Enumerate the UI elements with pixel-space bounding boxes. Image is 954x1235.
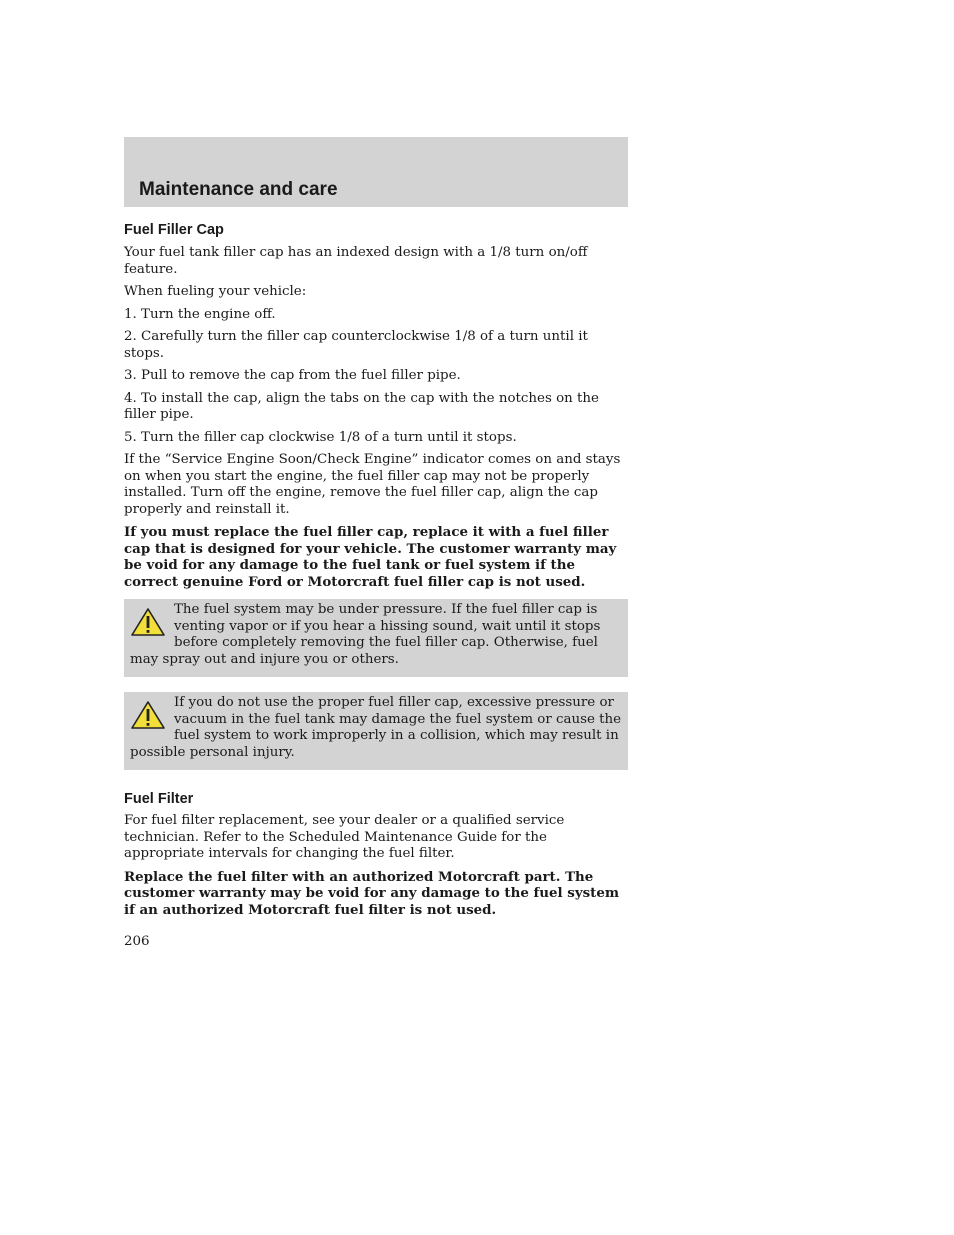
list-item: 4. To install the cap, align the tabs on the cap with the notches on the filler pipe. [124, 390, 599, 422]
warning-triangle-icon [130, 607, 166, 637]
warning-box-pressure [124, 599, 628, 677]
list-item: 1. Turn the engine off. [124, 306, 276, 322]
manual-page [124, 137, 628, 949]
when-fueling-paragraph: When fueling your vehicle: [124, 284, 307, 299]
page-number: 206 [124, 934, 150, 949]
warning-triangle-icon [130, 700, 166, 730]
intro-paragraph: Your fuel tank filler cap has an indexed design with a 1/8 turn on/off feature. [124, 245, 588, 277]
indicator-paragraph: If the “Service Engine Soon/Check Engine” indicator comes on and stays on when you start the engine, the fuel filler cap may not be properly installed. Turn off the engine, remove the fuel filler cap, align the cap properly and reinstall it. [124, 452, 621, 517]
list-item: 5. Turn the filler cap clockwise 1/8 of a turn until it stops. [124, 429, 517, 445]
section-heading-fuel-filler-cap: Fuel Filler Cap [124, 222, 224, 238]
warning-box-proper-cap [124, 692, 628, 770]
list-item: 2. Carefully turn the filler cap counterclockwise 1/8 of a turn until it stops. [124, 329, 588, 361]
fuel-filter-note: Replace the fuel filter with an authorized Motorcraft part. The customer warranty may be void for any damage to the fuel system if an authorized Motorcraft fuel filter is not used. [124, 868, 620, 918]
warning-text-proper-cap: If you do not use the proper fuel filler cap, excessive pressure or vacuum in the fuel tank may damage the fuel system or cause the fuel system to work improperly in a collision, which may result in possible personal injury. [130, 695, 622, 760]
replace-cap-note: If you must replace the fuel filler cap, replace it with a fuel filler cap that is designed for your vehicle. The customer warranty may be void for any damage to the fuel tank or fuel system if the correct genuine Ford or Motorcraft fuel filler cap is not used. [124, 524, 617, 590]
fuel-filter-paragraph: For fuel filter replacement, see your dealer or a qualified service technician. Refer to the Scheduled Maintenance Guide for the appropriate intervals for changing the fuel filter. [124, 813, 565, 861]
warning-text-pressure: The fuel system may be under pressure. If the fuel filler cap is venting vapor or if you hear a hissing sound, wait until it stops before completely removing the fuel filler cap. Otherwise, fuel may spray out and injure you or others. [130, 602, 601, 667]
steps-list [124, 307, 628, 447]
page-title: Maintenance and care [139, 179, 338, 200]
list-item: 3. Pull to remove the cap from the fuel filler pipe. [124, 368, 461, 383]
section-heading-fuel-filter: Fuel Filter [124, 791, 194, 807]
header-band [124, 137, 628, 207]
